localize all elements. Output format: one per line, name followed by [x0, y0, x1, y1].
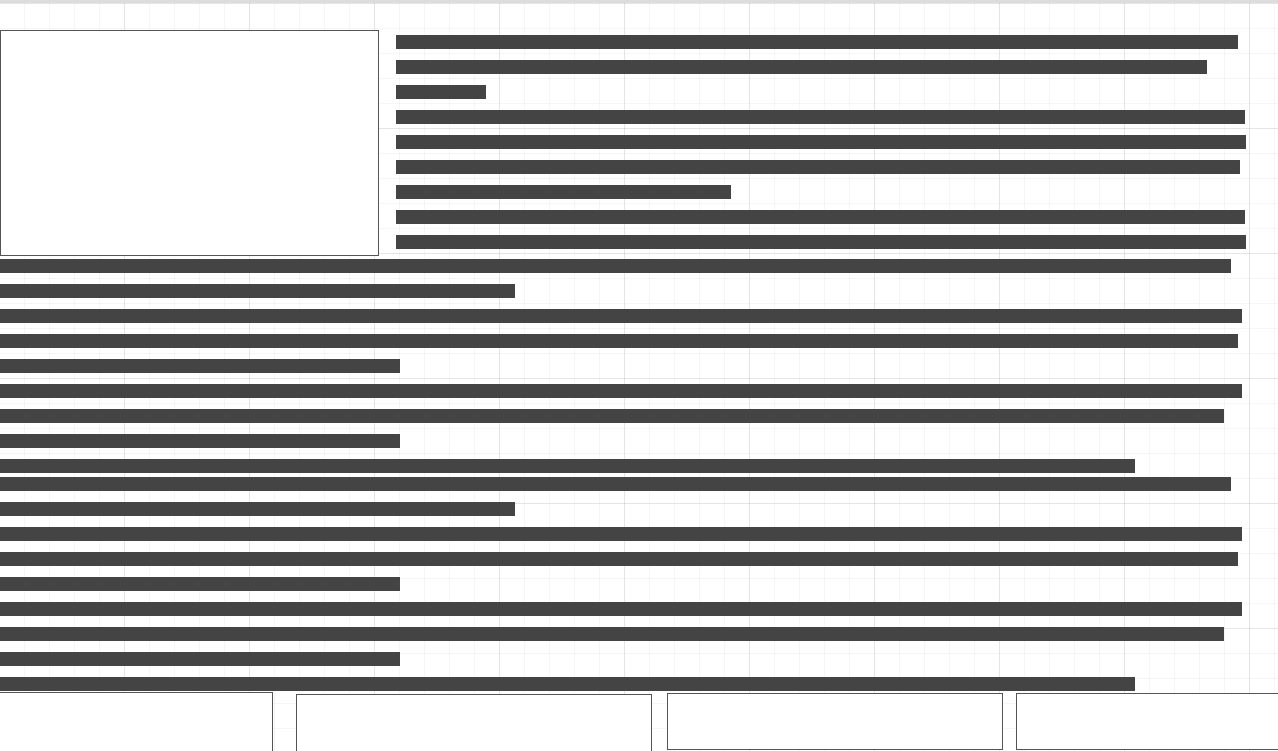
text-line	[0, 359, 400, 373]
text-line	[0, 502, 515, 516]
text-line	[396, 210, 1245, 224]
text-line	[0, 527, 1242, 541]
text-line	[0, 627, 1224, 641]
text-line	[0, 459, 1135, 473]
text-line	[0, 602, 1242, 616]
bottom-card-4	[1016, 693, 1278, 750]
bottom-card-3	[667, 693, 1003, 750]
text-line	[0, 409, 1224, 423]
text-line	[0, 577, 400, 591]
top-edge-bar	[0, 0, 1278, 3]
text-line	[0, 284, 515, 298]
text-line	[396, 85, 486, 99]
text-line	[396, 110, 1245, 124]
bottom-card-1	[0, 692, 273, 751]
bottom-card-2	[296, 694, 652, 751]
text-line	[0, 309, 1242, 323]
text-line	[0, 434, 400, 448]
text-line	[0, 334, 1238, 348]
text-line	[0, 477, 1231, 491]
text-line	[0, 677, 1135, 691]
text-line	[396, 160, 1240, 174]
text-line	[396, 185, 731, 199]
text-line	[0, 259, 1231, 273]
text-line	[0, 552, 1238, 566]
image-placeholder	[0, 30, 379, 256]
text-line	[0, 384, 1242, 398]
text-line	[396, 135, 1246, 149]
text-line	[396, 60, 1207, 74]
text-line	[396, 35, 1238, 49]
text-line	[0, 652, 400, 666]
text-line	[396, 235, 1246, 249]
